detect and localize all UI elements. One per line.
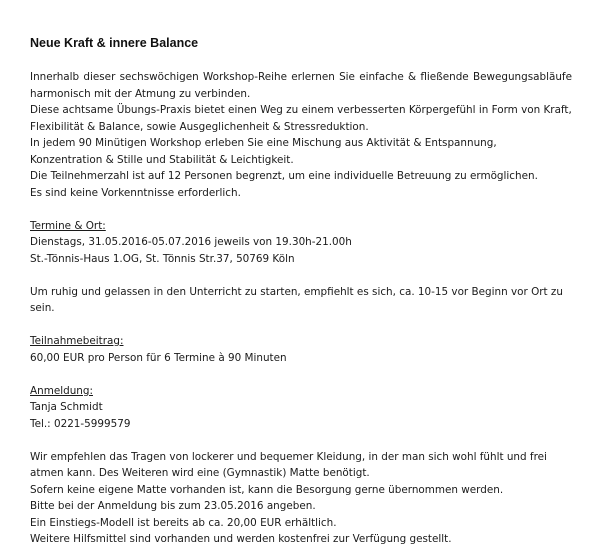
spacer	[30, 317, 572, 334]
intro-paragraph-1: Innerhalb dieser sechswöchigen Workshop-Reihe erlernen Sie einfache & fließende Bewegungsabläufe harmonisch mit der Atmung zu verbinden.	[30, 71, 572, 100]
recommendation-paragraph-2: Sofern keine eigene Matte vorhanden ist, kann die Besorgung gerne übernommen werden.	[30, 483, 504, 496]
spacer	[30, 267, 572, 284]
intro-section	[30, 69, 572, 201]
termine-location: St.-Tönnis-Haus 1.OG, St. Tönnis Str.37, 50769 Köln	[30, 252, 295, 265]
contact-phone: Tel.: 0221-5999579	[30, 417, 131, 430]
document	[30, 35, 572, 548]
recommendation-paragraph-1: Wir empfehlen das Tragen von lockerer und bequemer Kleidung, in der man sich wohl fühlt und frei atmen kann. Des Weiteren wird eine (Gymnastik) Matte benötigt.	[30, 450, 547, 479]
registration-section	[30, 383, 572, 433]
fee-section	[30, 333, 572, 366]
intro-paragraph-5: Es sind keine Vorkenntnisse erforderlich.	[30, 186, 241, 199]
termine-dates: Dienstags, 31.05.2016-05.07.2016 jeweils von 19.30h-21.00h	[30, 236, 352, 248]
spacer	[30, 366, 572, 383]
intro-paragraph-3: In jedem 90 Minütigen Workshop erleben Sie eine Mischung aus Aktivität & Entspannung, Konzentration & Stille und Stabilität & Leichtigkeit.	[30, 137, 497, 166]
fee-heading: Teilnahmebeitrag:	[30, 335, 124, 347]
intro-paragraph-2: Diese achtsame Übungs-Praxis bietet einen Weg zu einem verbesserten Körpergefühl in Form von Kraft, Flexibilität & Balance, sowie Ausgeglichenheit & Stressreduktion.	[30, 104, 572, 133]
termine-section	[30, 218, 572, 268]
spacer	[30, 432, 572, 449]
contact-name: Tanja Schmidt	[30, 401, 103, 413]
registration-heading: Anmeldung:	[30, 384, 93, 397]
fee-amount: 60,00 EUR pro Person für 6 Termine à 90 Minuten	[30, 351, 287, 364]
recommendation-paragraph-3: Bitte bei der Anmeldung bis zum 23.05.2016 angeben.	[30, 500, 316, 512]
spacer	[30, 201, 572, 218]
document-title: Neue Kraft & innere Balance	[30, 36, 199, 50]
arrival-hint: Um ruhig und gelassen in den Unterricht zu starten, empfiehlt es sich, ca. 10-15 vor Beginn vor Ort zu sein.	[30, 285, 563, 314]
intro-paragraph-4: Die Teilnehmerzahl ist auf 12 Personen begrenzt, um eine individuelle Betreuung zu ermöglichen.	[30, 170, 538, 182]
recommendation-paragraph-5: Weitere Hilfsmittel sind vorhanden und werden kostenfrei zur Verfügung gestellt.	[30, 533, 452, 545]
termine-heading: Termine & Ort:	[30, 219, 106, 232]
recommendation-paragraph-4: Ein Einstiegs-Modell ist bereits ab ca. 20,00 EUR erhältlich.	[30, 516, 337, 529]
recommendation-section	[30, 449, 572, 548]
